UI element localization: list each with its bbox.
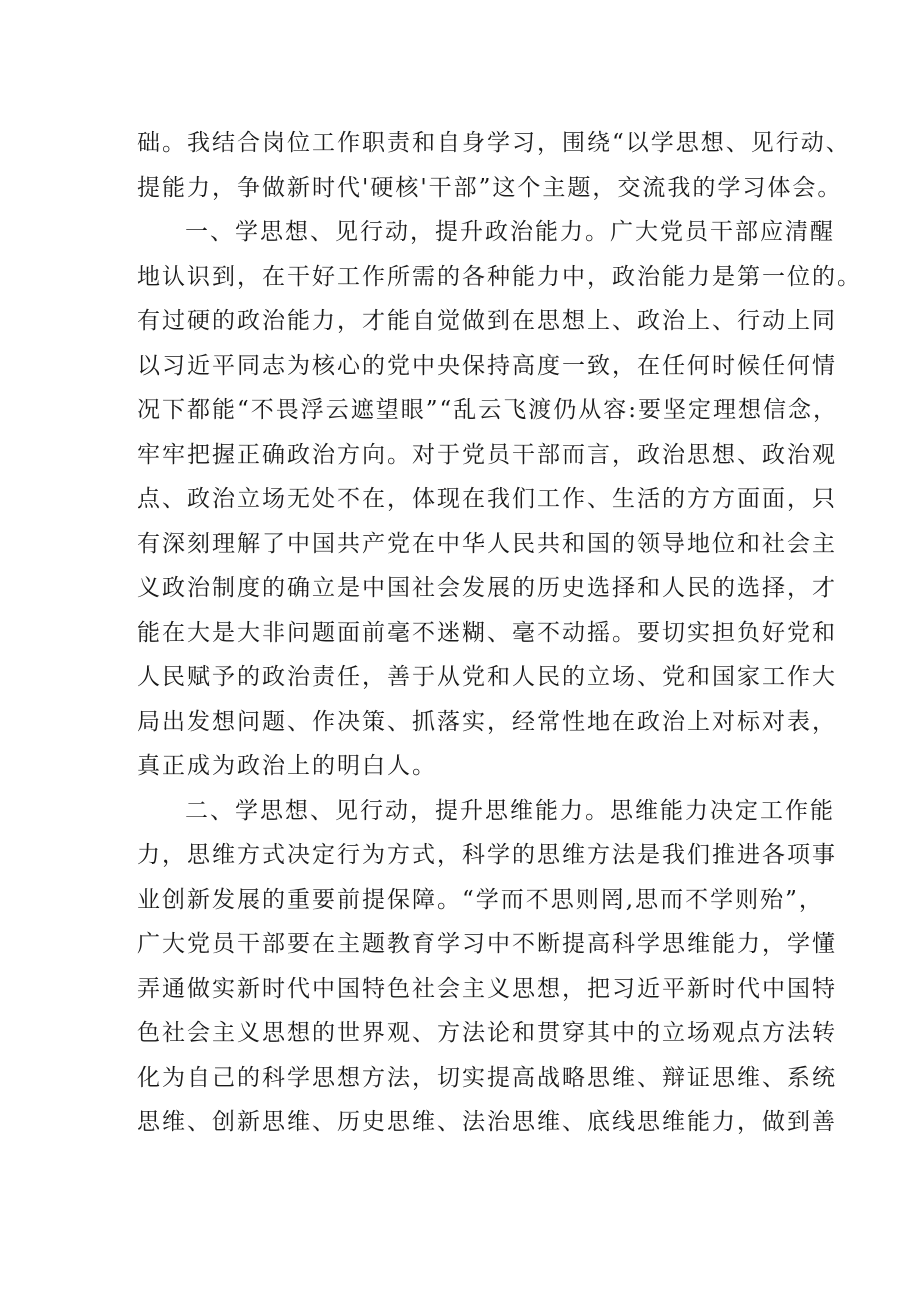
text-line: 广大党员干部要在主题教育学习中不断提高科学思维能力，学懂	[137, 931, 837, 957]
text-line: 地认识到，在干好工作所需的各种能力中，政治能力是第一位的。	[137, 263, 862, 290]
text-line: 能在大是大非问题面前毫不迷糊、毫不动摇。要切实担负好党和	[137, 619, 837, 646]
text-line: 力，思维方式决定行为方式，科学的思维方法是我们推进各项事	[137, 842, 837, 868]
text-line: 业创新发展的重要前提保障。“学而不思则罔,思而不学则殆”，	[137, 886, 824, 913]
text-line: 局出发想问题、作决策、抓落实，经常性地在政治上对标对表，	[137, 708, 837, 735]
text-line: 以习近平同志为核心的党中央保持高度一致，在任何时候任何情	[137, 352, 837, 379]
text-line: 础。我结合岗位工作职责和自身学习，围绕“以学思想、见行动、	[137, 130, 851, 156]
text-line: 有过硬的政治能力，才能自觉做到在思想上、政治上、行动上同	[137, 308, 837, 334]
text-line: 点、政治立场无处不在，体现在我们工作、生活的方方面面，只	[137, 486, 837, 512]
text-line: 有深刻理解了中国共产党在中华人民共和国的领导地位和社会主	[137, 530, 837, 557]
text-line: 义政治制度的确立是中国社会发展的历史选择和人民的选择，才	[137, 575, 837, 601]
text-line: 弄通做实新时代中国特色社会主义思想，把习近平新时代中国特	[137, 975, 837, 1002]
text-line: 况下都能“不畏浮云遮望眼”“乱云飞渡仍从容:要坚定理想信念，	[137, 397, 839, 423]
text-line: 思维、创新思维、历史思维、法治思维、底线思维能力，做到善	[137, 1109, 837, 1135]
text-line: 真正成为政治上的明白人。	[137, 753, 437, 779]
text-line: 化为自己的科学思想方法，切实提高战略思维、辩证思维、系统	[137, 1064, 837, 1091]
section-heading-line: 一、学思想、见行动，提升政治能力。广大党员干部应清醒	[185, 219, 835, 245]
text-line: 色社会主义思想的世界观、方法论和贯穿其中的立场观点方法转	[137, 1020, 837, 1046]
section-heading-line: 二、学思想、见行动，提升思维能力。思维能力决定工作能	[185, 797, 835, 824]
text-line: 提能力，争做新时代'硬核'干部”这个主题，交流我的学习体会。	[137, 174, 843, 201]
text-line: 牢牢把握正确政治方向。对于党员干部而言，政治思想、政治观	[137, 441, 837, 468]
text-line: 人民赋予的政治责任，善于从党和人民的立场、党和国家工作大	[137, 664, 837, 690]
document-body	[137, 121, 862, 1145]
